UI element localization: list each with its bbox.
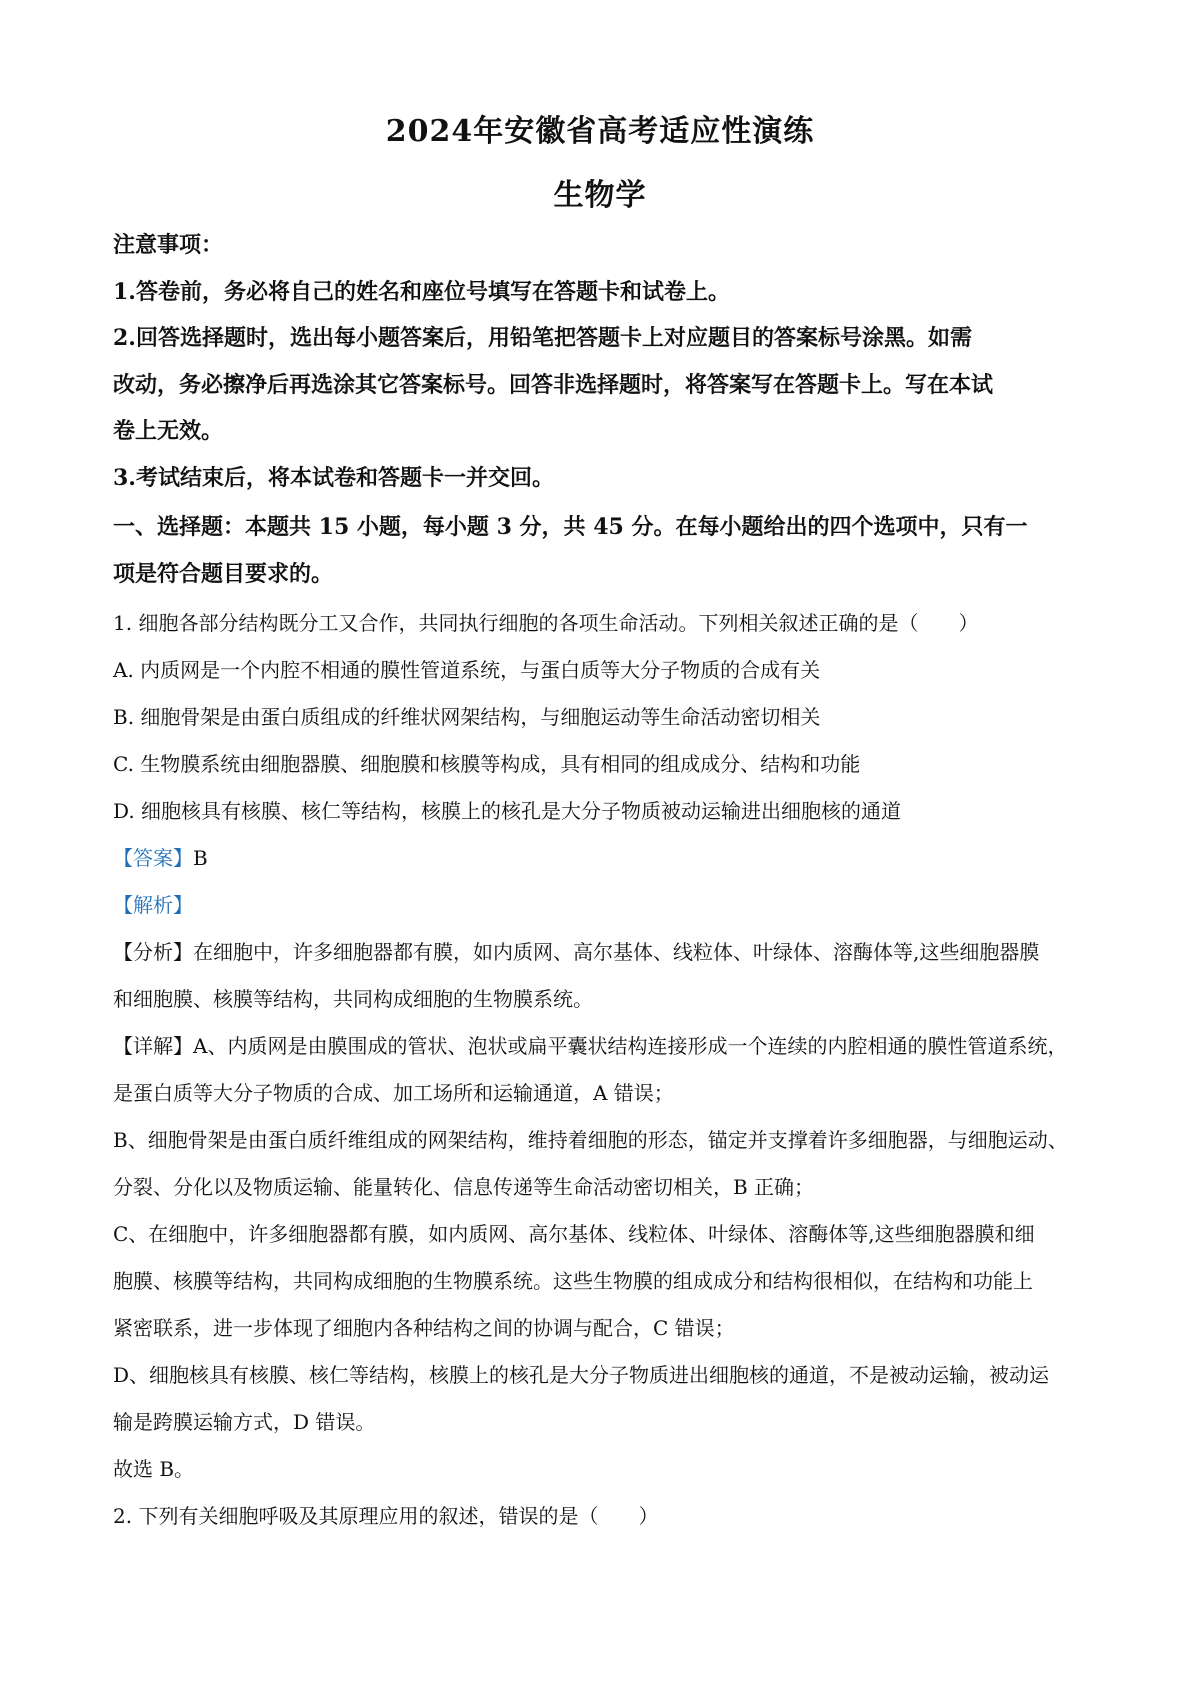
detail-line-2: 是蛋白质等大分子物质的合成、加工场所和运输通道，A 错误； (113, 1081, 674, 1105)
section-heading-line-2: 项是符合题目要求的。 (113, 561, 334, 587)
question-1-option-a: A. 内质网是一个内腔不相通的膜性管道系统，与蛋白质等大分子物质的合成有关 (113, 658, 821, 682)
notice-item-1: 1.答卷前，务必将自己的姓名和座位号填写在答题卡和试卷上。 (113, 279, 730, 305)
analysis-summary-line-1: 【分析】在细胞中，许多细胞器都有膜，如内质网、高尔基体、线粒体、叶绿体、溶酶体等,这些细胞器膜 (113, 940, 1040, 964)
analysis-summary-line-2: 和细胞膜、核膜等结构，共同构成细胞的生物膜系统。 (113, 987, 593, 1011)
answer-row (113, 843, 1103, 873)
question-2-stem: 2. 下列有关细胞呼吸及其原理应用的叙述，错误的是（ ） (113, 1504, 659, 1528)
notice-item-2-line-1: 2.回答选择题时，选出每小题答案后，用铅笔把答题卡上对应题目的答案标号涂黑。如需 (113, 325, 972, 351)
answer-value: B (193, 846, 208, 870)
question-1-stem: 1. 细胞各部分结构既分工又合作，共同执行细胞的各项生命活动。下列相关叙述正确的是（ ） (113, 611, 979, 635)
detail-line-7: 紧密联系，进一步体现了细胞内各种结构之间的协调与配合，C 错误； (113, 1316, 735, 1340)
question-1-option-c: C. 生物膜系统由细胞器膜、细胞膜和核膜等构成，具有相同的组成成分、结构和功能 (113, 752, 861, 776)
conclusion-line: 故选 B。 (113, 1457, 195, 1481)
detail-line-4: 分裂、分化以及物质运输、能量转化、信息传递等生命活动密切相关，B 正确； (113, 1175, 815, 1199)
notice-item-2-line-2: 改动，务必擦净后再选涂其它答案标号。回答非选择题时，将答案写在答题卡上。写在本试 (113, 372, 994, 398)
detail-line-8: D、细胞核具有核膜、核仁等结构，核膜上的核孔是大分子物质进出细胞核的通道，不是被动运输，被动运 (113, 1363, 1050, 1387)
answer-tag: 【答案】 (113, 846, 193, 870)
notice-item-2-line-3: 卷上无效。 (113, 418, 224, 444)
detail-line-5: C、在细胞中，许多细胞器都有膜，如内质网、高尔基体、线粒体、叶绿体、溶酶体等,这些细胞器膜和细 (113, 1222, 1035, 1246)
subject-title: 生物学 (553, 178, 647, 213)
exam-title: 2024年安徽省高考适应性演练 (385, 114, 815, 149)
detail-line-1: 【详解】A、内质网是由膜围成的管状、泡状或扁平囊状结构连接形成一个连续的内腔相通的膜性管道系统， (113, 1034, 1068, 1058)
detail-line-9: 输是跨膜运输方式，D 错误。 (113, 1410, 376, 1434)
question-1-option-b: B. 细胞骨架是由蛋白质组成的纤维状网架结构，与细胞运动等生命活动密切相关 (113, 705, 821, 729)
detail-line-6: 胞膜、核膜等结构，共同构成细胞的生物膜系统。这些生物膜的组成成分和结构很相似，在结构和功能上 (113, 1269, 1033, 1293)
notice-heading: 注意事项： (113, 232, 224, 258)
analysis-tag: 【解析】 (113, 893, 193, 917)
section-heading-line-1: 一、选择题：本题共 15 小题，每小题 3 分，共 45 分。在每小题给出的四个选项中，只有一 (113, 514, 1028, 540)
notice-item-3: 3.考试结束后，将本试卷和答题卡一并交回。 (113, 465, 554, 491)
question-1-option-d: D. 细胞核具有核膜、核仁等结构，核膜上的核孔是大分子物质被动运输进出细胞核的通道 (113, 799, 902, 823)
detail-line-3: B、细胞骨架是由蛋白质纤维组成的网架结构，维持着细胞的形态，锚定并支撑着许多细胞器，与细胞运动、 (113, 1128, 1068, 1152)
